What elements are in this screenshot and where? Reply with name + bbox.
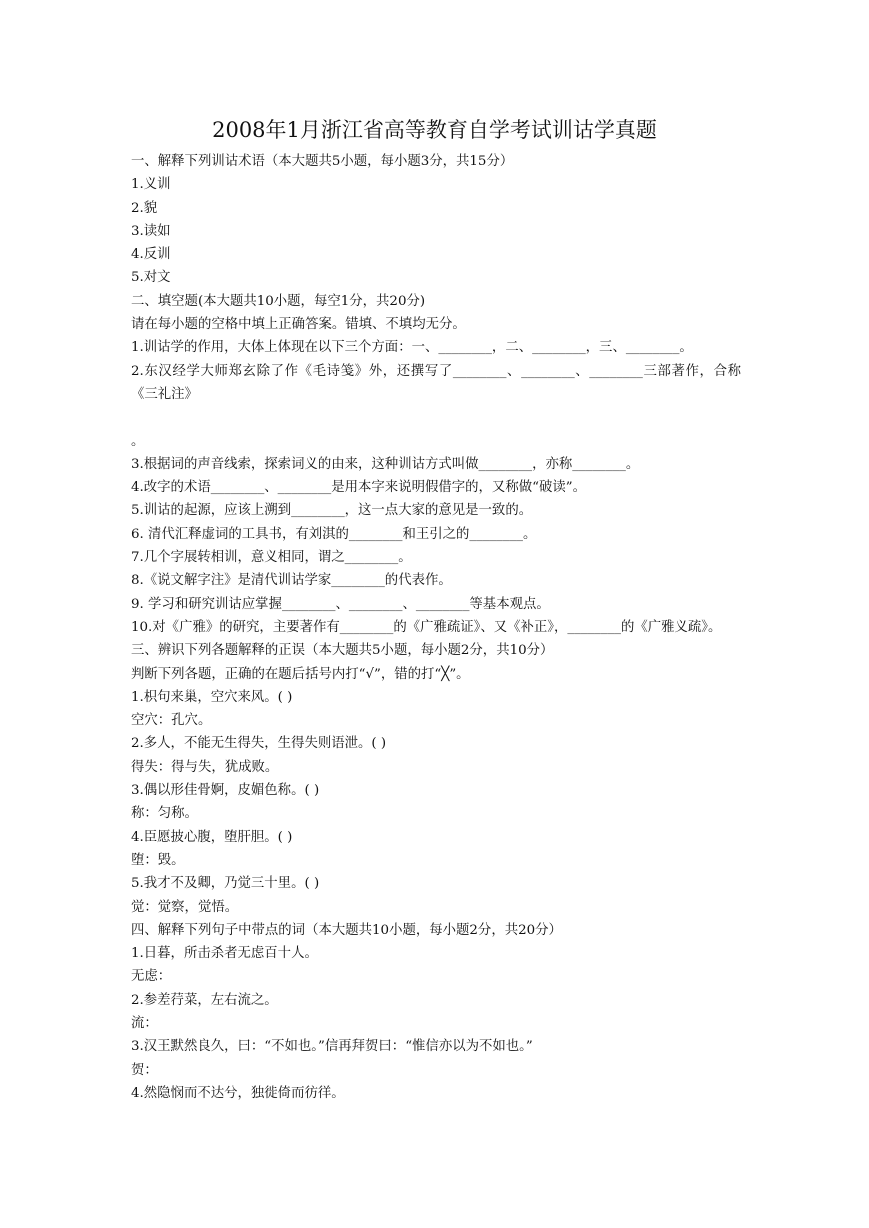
section1-heading: 一、解释下列训诂术语（本大题共5小题，每小题3分，共15分）	[131, 154, 514, 169]
section2-heading: 二、填空题(本大题共10小题，每空1分，共20分)	[131, 293, 426, 309]
judge-explanation: 空穴：孔穴。	[131, 713, 212, 729]
fill-question-1: 1.训诂学的作用，大体上体现在以下三个方面：一、________，二、________，三、________。	[131, 340, 693, 356]
sentence-question: 4.然隐悯而不达兮，独徙倚而彷徉。	[131, 1085, 345, 1101]
section1-item: 3.读如	[131, 223, 171, 239]
judge-question: 5.我才不及卿，乃觉三十里。( )	[131, 876, 320, 892]
fill-question-3: 3.根据词的声音线索，探索词义的由来，这种训诂方式叫做________，亦称________。	[131, 456, 640, 472]
section1-item: 5.对文	[131, 270, 171, 286]
judge-question: 1.枳句来巢，空穴来风。( )	[131, 689, 293, 705]
fill-question-4: 4.改字的术语________、________是用本字来说明假借字的，又称做“破读”。	[131, 480, 586, 496]
section3-heading: 三、辨识下列各题解释的正误（本大题共5小题，每小题2分，共10分）	[131, 643, 554, 659]
fill-question-5: 5.训诂的起源，应该上溯到________，这一点大家的意见是一致的。	[131, 503, 533, 519]
judge-question: 4.臣愿披心腹，堕肝胆。( )	[131, 829, 293, 845]
fill-question-2-period: 。	[131, 433, 145, 449]
section1-item: 1.义训	[131, 177, 171, 193]
judge-question: 3.偶以形佳骨婀，皮媚色称。( )	[131, 783, 320, 799]
judge-explanation: 觉：觉察，觉悟。	[131, 899, 239, 915]
section1-item: 4.反训	[131, 247, 171, 263]
fill-question-7: 7.几个字展转相训，意义相同，谓之________。	[131, 550, 412, 566]
answer-label: 贺：	[131, 1062, 158, 1078]
blank-gap	[131, 406, 741, 429]
fill-question-8: 8.《说文解字注》是清代训诂学家________的代表作。	[131, 573, 452, 589]
fill-question-6: 6. 清代汇释虚词的工具书，有刘淇的________和王引之的________。	[131, 526, 537, 542]
answer-label: 流：	[131, 1015, 158, 1031]
section3-instruction: 判断下列各题，正确的在题后括号内打“√”，错的打“╳”。	[131, 666, 470, 682]
section2-instruction: 请在每小题的空格中填上正确答案。错填、不填均无分。	[131, 317, 466, 333]
sentence-question: 3.汉王默然良久，曰：“不如也。”信再拜贺曰：“惟信亦以为不如也。”	[131, 1039, 533, 1055]
section1-item: 2.貌	[131, 200, 158, 216]
document-body	[131, 150, 741, 1105]
sentence-question: 1.日暮，所击杀者无虑百十人。	[131, 946, 318, 962]
fill-question-10: 10.对《广雅》的研究，主要著作有________的《广雅疏证》、又《补正》，________的《广雅义疏》。	[131, 619, 722, 635]
page-title: 2008年1月浙江省高等教育自学考试训诂学真题	[212, 118, 657, 142]
sentence-question: 2.参差荇菜，左右流之。	[131, 992, 278, 1008]
answer-label: 无虑：	[131, 969, 172, 985]
judge-explanation: 得失：得与失，犹成败。	[131, 759, 279, 775]
fill-question-2: 2.东汉经学大师郑玄除了作《毛诗笺》外，还撰写了________、________、________三部著作，合称《三礼注》	[131, 363, 741, 402]
section4-heading: 四、解释下列句子中带点的词（本大题共10小题，每小题2分，共20分）	[131, 922, 562, 938]
judge-explanation: 称：匀称。	[131, 806, 198, 822]
fill-question-9: 9. 学习和研究训诂应掌握________、________、________等基本观点。	[131, 596, 550, 612]
judge-explanation: 堕：毁。	[131, 852, 185, 868]
judge-question: 2.多人，不能无生得失，生得失则语泄。( )	[131, 736, 387, 752]
